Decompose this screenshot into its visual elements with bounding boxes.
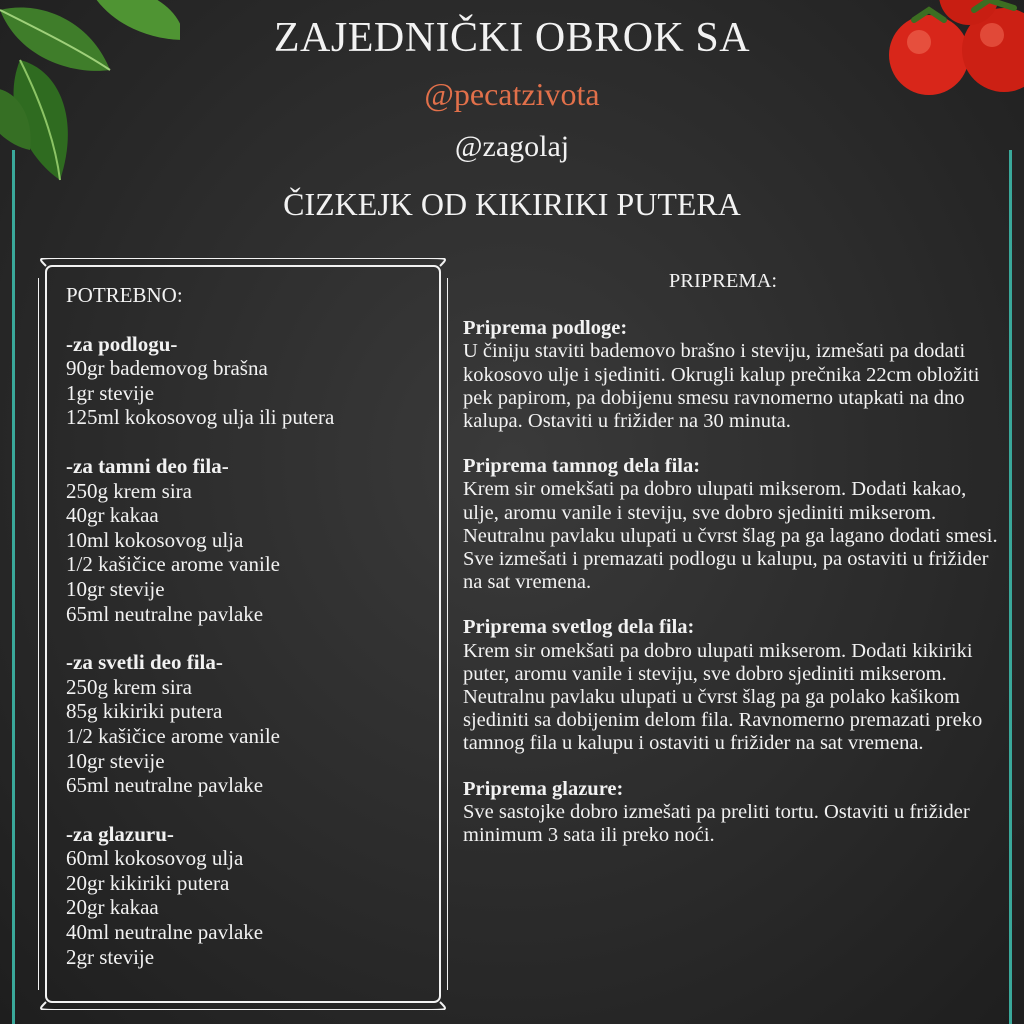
ingredient-item: 90gr bademovog brašna — [66, 356, 268, 381]
step-title: Priprema glazure: — [463, 777, 624, 800]
ingredient-item: 40ml neutralne pavlake — [66, 920, 264, 945]
step-text: U činiju staviti bademovo brašno i steviju, izmešati pa dodati kokosovo ulje i sjediniti. Okrugli kalup prečnika 22cm obložiti pek papirom, pa dobijenu smesu ravnomerno utapkati na dno kalupa. Ostaviti u frižider na 30 minuta. — [463, 340, 980, 433]
ingredient-item: 125ml kokosovog ulja ili putera — [66, 405, 335, 430]
ingredient-section-base — [66, 332, 436, 430]
prep-step-base — [463, 317, 1003, 433]
ingredient-section-dark-filling — [66, 454, 436, 626]
ingredient-item: 2gr stevije — [66, 944, 155, 969]
step-text: Krem sir omekšati pa dobro ulupati mikserom. Dodati kikiriki puter, aromu vanile i steviju, sve dobro sjediniti mikserom. Neutralnu pavlaku ulupati u čvrst šlag pa ga polako kašikom sjediniti sa dobijenim delom fila. Ravnomerno premazati preko tamnog fila u kalupu i ostaviti u frižider na sat vremena. — [463, 639, 983, 755]
ingredient-item: 65ml neutralne pavlake — [66, 601, 264, 626]
ingredient-item: 10gr stevije — [66, 576, 165, 601]
step-title: Priprema podloge: — [463, 317, 628, 340]
ingredient-item: 10ml kokosovog ulja — [66, 527, 244, 552]
step-text: Sve sastojke dobro izmešati pa preliti tortu. Ostaviti u frižider minimum 3 sata ili preko noći. — [463, 800, 970, 847]
ingredient-item: 20gr kakaa — [66, 895, 159, 920]
secondary-handle: @zagolaj — [454, 130, 570, 163]
ingredients-list — [66, 283, 436, 993]
ingredient-section-light-filling — [66, 650, 436, 798]
ingredient-item: 1/2 kašičice arome vanile — [66, 552, 280, 577]
ingredient-item: 250g krem sira — [66, 674, 192, 699]
right-accent-line — [1009, 150, 1012, 1024]
section-title: -za glazuru- — [66, 821, 174, 846]
ingredient-item: 10gr stevije — [66, 748, 165, 773]
ingredient-section-glaze — [66, 822, 436, 970]
ingredient-item: 1gr stevije — [66, 380, 155, 405]
ingredient-item: 20gr kikiriki putera — [66, 870, 230, 895]
ingredients-heading: POTREBNO: — [66, 283, 183, 307]
ingredient-item: 85g kikiriki putera — [66, 699, 223, 724]
ingredient-item: 250g krem sira — [66, 478, 192, 503]
left-accent-line — [12, 150, 15, 1024]
ingredient-item: 60ml kokosovog ulja — [66, 846, 244, 871]
section-title: -za tamni deo fila- — [66, 453, 229, 478]
preparation-steps — [463, 270, 1003, 869]
ingredient-item: 40gr kakaa — [66, 503, 159, 528]
preparation-heading: PRIPREMA: — [668, 270, 778, 292]
step-title: Priprema tamnog dela fila: — [463, 455, 701, 478]
primary-handle: @pecatzivota — [424, 76, 600, 112]
step-text: Krem sir omekšati pa dobro ulupati mikserom. Dodati kakao, ulje, aromu vanile i steviju, sve dobro sjediniti mikserom. Neutralnu pavlaku ulupati u čvrst šlag pa ga lagano dodati smesi. Sve izmešati i premazati podlogu u kalupu, pa ostaviti u frižider na sat vremena. — [463, 478, 998, 594]
page-title: ZAJEDNIČKI OBROK SA — [273, 15, 751, 61]
section-title: -za svetli deo fila- — [66, 650, 223, 675]
step-title: Priprema svetlog dela fila: — [463, 616, 695, 639]
section-title: -za podlogu- — [66, 331, 178, 356]
prep-step-glaze — [463, 778, 1003, 848]
prep-step-light-filling — [463, 616, 1003, 755]
ingredient-item: 1/2 kašičice arome vanile — [66, 723, 280, 748]
recipe-title: ČIZKEJK OD KIKIRIKI PUTERA — [283, 186, 741, 222]
prep-step-dark-filling — [463, 455, 1003, 594]
ingredient-item: 65ml neutralne pavlake — [66, 773, 264, 798]
